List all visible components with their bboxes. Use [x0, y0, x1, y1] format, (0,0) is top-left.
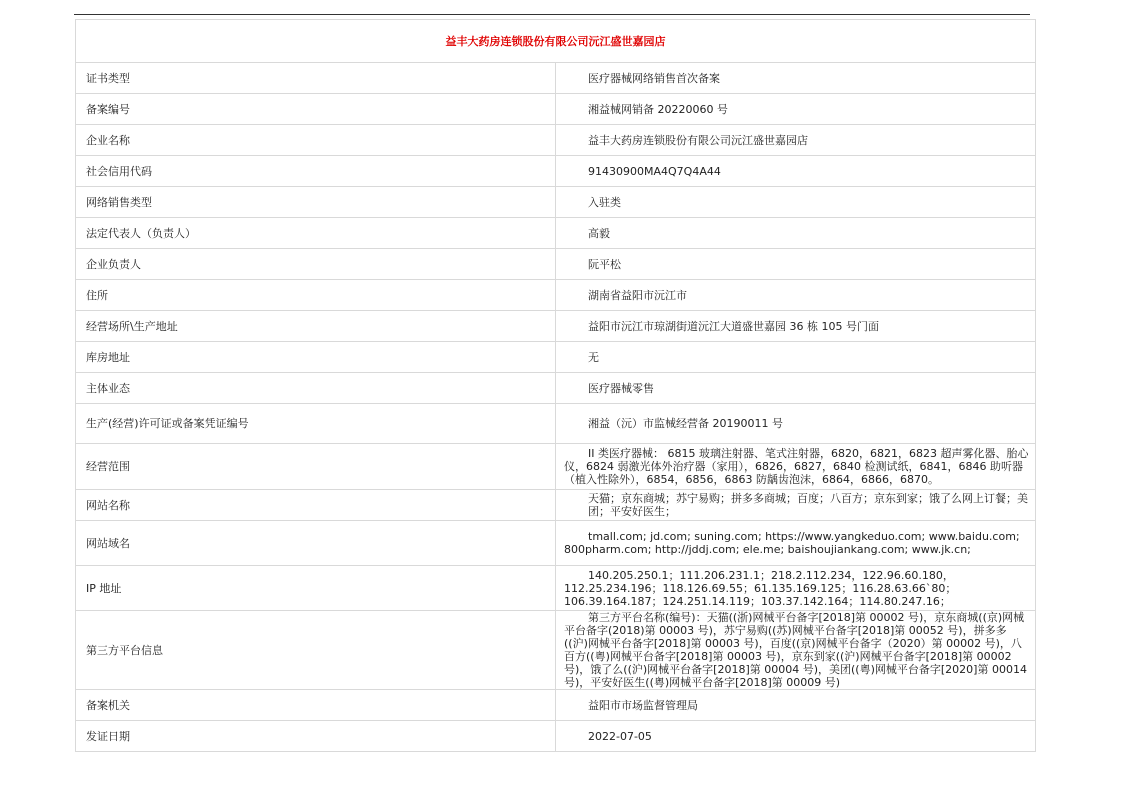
row-value-text: 天猫；京东商城；苏宁易购；拼多多商城；百度；八百方；京东到家；饿了么网上订餐；美团；平安好医生；	[588, 492, 1028, 518]
row-value-text: 140.205.250.1；111.206.231.1；218.2.112.234，122.96.60.180，112.25.234.196；118.126.69.55；61.135.169.125；116.28.63.66`80；106.39.164.187；124.251.14.119；103.37.142.164；114.80.247.16；	[564, 568, 957, 608]
table-row	[76, 521, 1036, 566]
document-title: 益丰大药房连锁股份有限公司沅江盛世嘉园店	[76, 20, 1036, 63]
table-row	[76, 342, 1036, 373]
row-value	[556, 187, 1036, 218]
row-value-text: II 类医疗器械： 6815 玻璃注射器、笔式注射器，6820，6821，6823 超声雾化器、胎心仪，6824 弱激光体外治疗器（家用），6826，6827，6840 检测试纸，6841，6846 助听器（植入性除外），6854，6856，6863 防龋齿泡沫，6864，6866，6870。	[564, 447, 1029, 486]
row-label: 备案编号	[76, 94, 556, 125]
row-label: 证书类型	[76, 63, 556, 94]
row-label: 企业名称	[76, 125, 556, 156]
table-row	[76, 404, 1036, 444]
row-value-text: 益丰大药房连锁股份有限公司沅江盛世嘉园店	[588, 133, 808, 147]
title-row	[76, 20, 1036, 63]
table-row	[76, 249, 1036, 280]
row-label: 备案机关	[76, 690, 556, 721]
table-row	[76, 490, 1036, 521]
row-label: 网站域名	[76, 521, 556, 566]
top-rule	[74, 14, 1030, 15]
row-label: IP 地址	[76, 566, 556, 611]
table-row	[76, 721, 1036, 752]
row-value	[556, 94, 1036, 125]
row-value	[556, 280, 1036, 311]
table-row	[76, 373, 1036, 404]
row-label: 生产(经营)许可证或备案凭证编号	[76, 404, 556, 444]
row-value-text: 医疗器械网络销售首次备案	[588, 71, 720, 85]
table-row	[76, 94, 1036, 125]
row-value-text: tmall.com; jd.com; suning.com; https://www.yangkeduo.com; www.baidu.com; 800pharm.com; http://jddj.com; ele.me; baishoujiankang.com; www.jk.cn;	[564, 530, 1020, 556]
row-value	[556, 490, 1036, 521]
row-label: 法定代表人（负责人）	[76, 218, 556, 249]
row-value-text: 湖南省益阳市沅江市	[588, 288, 687, 302]
row-label: 网站名称	[76, 490, 556, 521]
row-label: 经营场所\生产地址	[76, 311, 556, 342]
row-value	[556, 311, 1036, 342]
record-table	[75, 19, 1036, 752]
row-value	[556, 566, 1036, 611]
table-row	[76, 566, 1036, 611]
table-row	[76, 63, 1036, 94]
table-row	[76, 690, 1036, 721]
table-row	[76, 444, 1036, 490]
row-value	[556, 521, 1036, 566]
row-label: 第三方平台信息	[76, 611, 556, 690]
table-row	[76, 218, 1036, 249]
row-value-text: 医疗器械零售	[588, 381, 654, 395]
row-value	[556, 611, 1036, 690]
row-label: 网络销售类型	[76, 187, 556, 218]
row-value	[556, 373, 1036, 404]
row-label: 企业负责人	[76, 249, 556, 280]
table-row	[76, 187, 1036, 218]
row-value-text: 第三方平台名称(编号)：天猫((浙)网械平台备字[2018]第 00002 号)，京东商城((京)网械平台备字(2018)第 00003 号)，苏宁易购((苏)网械平台备字[2018]第 00052 号)，拼多多((沪)网械平台备字[2018]第 00003 号)，百度((京)网械平台备字（2020）第 00002 号)，八百方((粤)网械平台备字[2018]第 00003 号)，京东到家((沪)网械平台备字[2018]第 00002 号)，饿了么((沪)网械平台备字[2018]第 00004 号)，美团((粤)网械平台备字[2020]第 00014 号)，平安好医生((粤)网械平台备字[2018]第 00009 号)	[564, 611, 1027, 689]
row-value	[556, 156, 1036, 187]
row-label: 住所	[76, 280, 556, 311]
row-label: 库房地址	[76, 342, 556, 373]
row-value	[556, 690, 1036, 721]
row-value	[556, 63, 1036, 94]
row-label: 主体业态	[76, 373, 556, 404]
row-label: 经营范围	[76, 444, 556, 490]
table-row	[76, 311, 1036, 342]
row-value	[556, 125, 1036, 156]
table-row	[76, 125, 1036, 156]
row-value-text: 高毅	[588, 226, 610, 240]
row-value-text: 2022-07-05	[588, 729, 652, 743]
row-label: 发证日期	[76, 721, 556, 752]
table-row	[76, 280, 1036, 311]
row-value	[556, 218, 1036, 249]
row-value-text: 入驻类	[588, 195, 621, 209]
row-value-text: 无	[588, 350, 599, 364]
row-value-text: 湘益（沅）市监械经营备 20190011 号	[588, 417, 783, 430]
row-value-text: 湘益械网销备 20220060 号	[588, 102, 728, 116]
table-row	[76, 156, 1036, 187]
row-label: 社会信用代码	[76, 156, 556, 187]
row-value-text: 益阳市沅江市琼湖街道沅江大道盛世嘉园 36 栋 105 号门面	[588, 319, 879, 333]
row-value	[556, 342, 1036, 373]
table-row	[76, 611, 1036, 690]
row-value	[556, 249, 1036, 280]
row-value-text: 阮平松	[588, 257, 621, 271]
row-value	[556, 721, 1036, 752]
row-value	[556, 404, 1036, 444]
row-value-text: 益阳市市场监督管理局	[588, 698, 698, 712]
row-value-text: 91430900MA4Q7Q4A44	[588, 164, 721, 178]
row-value	[556, 444, 1036, 490]
